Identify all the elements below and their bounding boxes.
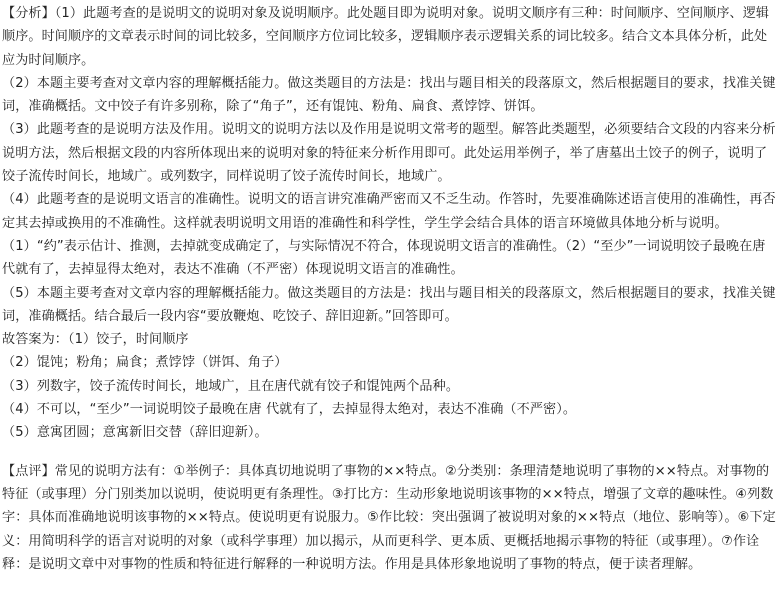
analysis-paragraph-4: （4）此题考查的是说明文语言的准确性。说明文的语言讲究准确严密而又不乏生动。作答时，先要准确陈述语言使用的准确性，再否定其去掉或换用的不准确性。这样就表明说明文用语的准确性和科学性，学生学会结合具体的语言环境做具体地分析与说明。（1）“约”表示估计、推测，去掉就变成确定了，与实际情况不符合，体现说明文语言的准确性。（2）“至少”一词说明饺子最晚在唐代就有了，去掉显得太绝对，表达不准确（不严密）体现说明文语言的准确性。 — [2, 192, 776, 278]
analysis-paragraph-5: （5）本题主要考查对文章内容的理解概括能力。做这类题目的方法是：找出与题目相关的段落原文，然后根据题目的要求，找准关键词，准确概括。结合最后一段内容“要放鞭炮、吃饺子、辞旧迎新。”回答即可。 — [2, 285, 776, 324]
comment-paragraph: 【点评】常见的说明方法有：①举例子：具体真切地说明了事物的××特点。②分类别：条理清楚地说明了事物的××特点。对事物的特征（或事理）分门别类加以说明，使说明更有条理性。③打比方：生动形象地说明该事物的××特点，增强了文章的趣味性。④列数字：具体而准确地说明该事物的××特点。使说明更有说服力。⑤作比较：突出强调了被说明对象的××特点（地位、影响等）。⑥下定义：用简明科学的语言对说明的对象（或科学事理）加以揭示，从而更科学、更本质、更概括地揭示事物的特征（或事理）。⑦作诠释：是说明文章中对事物的性质和特征进行解释的一种说明方法。作用是具体形象地说明了事物的特点，便于读者理解。 — [2, 463, 776, 572]
analysis-paragraph-1: 【分析】（1）此题考查的是说明文的说明对象及说明顺序。此处题目即为说明对象。说明文顺序有三种：时间顺序、空间顺序、逻辑顺序。时间顺序的文章表示时间的词比较多，空间顺序方位词比较多，逻辑顺序表示逻辑关系的词比较多。结合文本具体分析，此处应为时间顺序。 — [2, 6, 770, 68]
answer-line-4: （4）不可以，“至少”一词说明饺子最晚在唐 代就有了，去掉显得太绝对，表达不准确（不严密）。 — [2, 402, 577, 418]
watermark: ​ — [460, 302, 480, 338]
answer-line-2: （2）馄饨；粉角；扁食；煮饽饽（饼饵、角子） — [2, 355, 288, 371]
answer-line-1: 故答案为：（1）饺子，时间顺序 — [2, 332, 189, 348]
answer-document — [2, 2, 778, 576]
answer-line-3: （3）列数字，饺子流传时间长，地域广，且在唐代就有饺子和馄饨两个品种。 — [2, 378, 460, 394]
analysis-paragraph-2: （2）本题主要考查对文章内容的理解概括能力。做这类题目的方法是：找出与题目相关的段落原文，然后根据题目的要求，找准关键词，准确概括。文中饺子有许多别称，除了“角子”，还有馄饨、粉角、扁食、煮饽饽、饼饵。 — [2, 75, 776, 115]
answer-line-5: （5）意寓团圆；意寓新旧交替（辞旧迎新）。 — [2, 425, 268, 441]
section-gap — [2, 445, 778, 460]
analysis-paragraph-3: （3）此题考查的是说明方法及作用。说明文的说明方法以及作用是说明文常考的题型。解答此类题型，必须要结合文段的内容来分析说明方法，然后根据文段的内容所体现出来的说明对象的特征来分析作用即可。此处运用举例子，举了唐墓出土饺子的例子，说明了饺子流传时间长，地域广。或列数字，同样说明了饺子流传时间长，地域广。 — [2, 122, 776, 185]
